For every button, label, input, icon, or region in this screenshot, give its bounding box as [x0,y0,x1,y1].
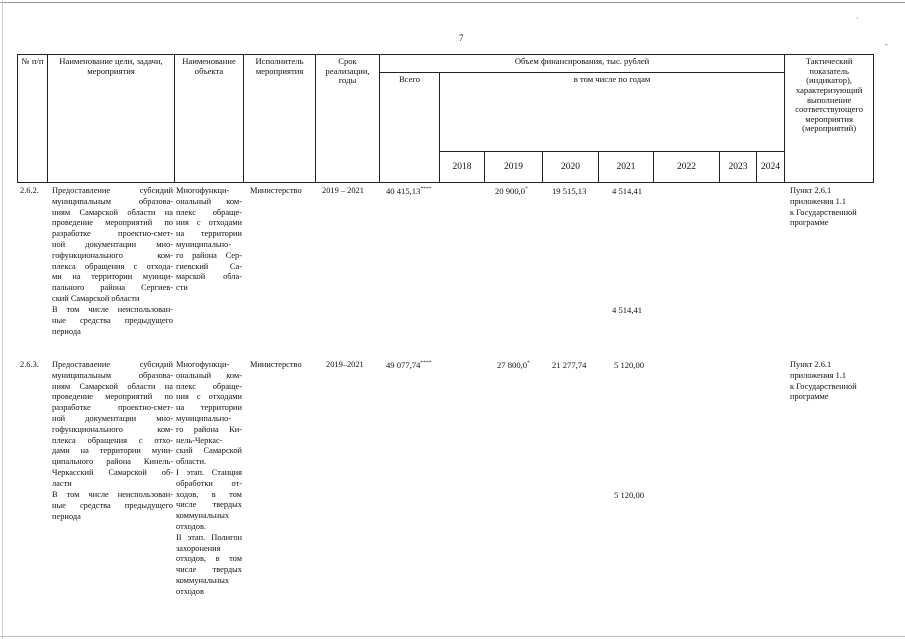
goal-subtext: В том числе неиспользован- ные средства предыдущего периода [52,305,173,336]
header-year-2019: 2019 [485,152,543,183]
sub-value-2021: 5 120,00 [614,490,645,500]
executor: Министерство [250,360,302,369]
header-num: № п/п [18,55,48,183]
executor: Министерство [250,186,302,195]
header-term: Срок реализации, годы [316,55,380,183]
header-goal: Наименование цели, задачи, мероприятия [48,55,175,183]
object-text: Многофункци- ональный ком- плекс обраще- ния с отходами на территории муниципально- го района Ки- нель-Черкас- ский Самарской области. I этап. Станция обработки от- ходов, в том числе твердых коммунальных отходов. II этап. Полигон захоронения отходов, в том числе твердых коммунальных отходов [176,360,242,596]
page-edge-bottom [0,636,905,637]
table-header [17,54,874,183]
page-edge-top [0,2,905,3]
value-2021: 4 514,41 [612,186,643,196]
header-object: Наименование объекта [175,55,244,183]
page-number: 7 [459,33,464,43]
header-year-2021: 2021 [599,152,654,183]
row-number: 2.6.3. [20,360,39,369]
value-2020: 21 277,74 [552,360,587,370]
indicator: Пункт 2.6.1 приложения 1.1 к Государственной программе [790,360,857,402]
header-indicator: Тактический показатель (индикатор), характеризующий выполнение соответствующего мероприятия (мероприятий) [785,55,874,183]
scan-speck: - [885,40,888,49]
header-executor: Исполнитель мероприятия [244,55,316,183]
header-year-2023: 2023 [720,152,757,183]
header-financing: Объем финансирования, тыс. рублей [380,55,785,73]
value-2019: 27 800,0* [497,360,530,370]
total-value: 40 415,13**** [386,186,432,196]
goal-text: Предоставление субсидий муниципальным образова- ниям Самарской области на проведение мероприятий по разработке проектно-смет- ной документации мно- гофункционального ком- плекса обращения с отхода- ми на территории муници- пального района Сергиев- ский Самарской области [52,186,173,303]
sub-value-2021: 4 514,41 [612,305,643,315]
scan-speck: · [856,14,859,23]
header-by-years: в том числе по годам [440,73,785,152]
header-year-2022: 2022 [654,152,720,183]
header-year-2020: 2020 [543,152,599,183]
row-number: 2.6.2. [20,186,39,195]
indicator: Пункт 2.6.1 приложения 1.1 к Государственной программе [790,186,857,228]
total-value: 49 077,74**** [386,360,432,370]
term: 2019 – 2021 [322,186,364,195]
value-2021: 5 120,00 [614,360,645,370]
value-2020: 19 515,13 [552,186,587,196]
goal-subtext: В том числе неиспользован- ные средства предыдущего периода [52,490,173,521]
header-total: Всего [380,73,440,183]
header-year-2024: 2024 [757,152,785,183]
value-2019: 20 900,0* [495,186,528,196]
page-edge-left [2,0,3,639]
header-year-2018: 2018 [440,152,485,183]
object-text: Многофункци- ональный ком- плекс обраще- ния с отходами на территории муниципально- го района Сер- гиевский Са- марской обла- сти [176,186,242,293]
goal-text: Предоставление субсидий муниципальным образова- ниям Самарской области на проведение мероприятий по разработке проектно-смет- ной документации мно- гофункционального ком- плекса обращения с отхо- дами на территории муни- ципального района Кинель- Черкасский Самарской об- ласти [52,360,173,488]
term: 2019–2021 [326,360,364,369]
